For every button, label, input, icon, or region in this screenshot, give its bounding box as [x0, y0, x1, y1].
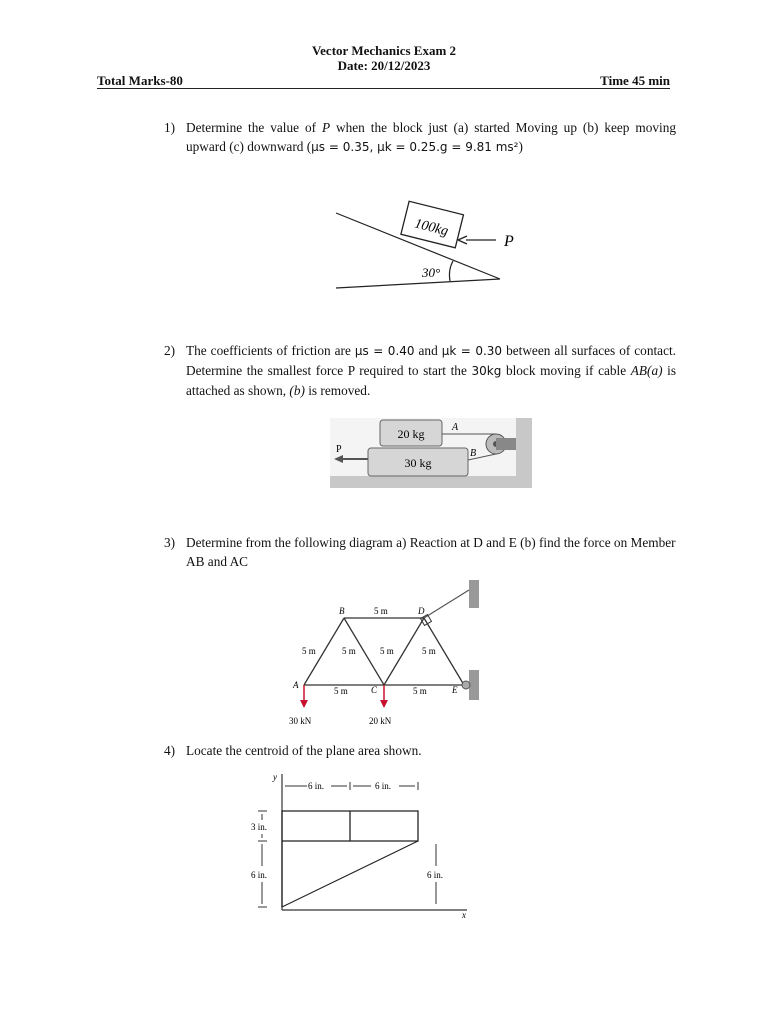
total-marks: Total Marks-80	[97, 73, 183, 88]
svg-text:100kg: 100kg	[412, 216, 450, 240]
question-number: 4)	[164, 743, 176, 758]
svg-text:5 m: 5 m	[380, 646, 394, 656]
block-100kg	[401, 201, 464, 248]
wall	[516, 418, 532, 476]
centroid-figure	[245, 768, 480, 920]
svg-text:3 in.: 3 in.	[251, 822, 268, 832]
exam-time: Time 45 min	[600, 73, 670, 88]
area-top	[282, 811, 418, 907]
question-text: Determine the value of P when the block just (a) started Moving up (b) keep moving upward (c) downward (μs = 0.35, μk = 0.25.g = 9.81 ms²)	[186, 120, 676, 154]
svg-text:20 kg: 20 kg	[397, 427, 425, 441]
svg-text:6 in.: 6 in.	[251, 870, 268, 880]
cable-d	[424, 590, 469, 618]
svg-text:5 m: 5 m	[374, 606, 388, 616]
blocks-figure	[330, 418, 532, 488]
svg-text:6 in.: 6 in.	[375, 781, 392, 791]
wall-d	[469, 580, 479, 608]
question-text: Locate the centroid of the plane area shown.	[186, 743, 422, 758]
angle-label: 30°	[422, 265, 441, 280]
support-e	[462, 681, 470, 689]
svg-text:x: x	[462, 910, 466, 920]
exam-date: Date: 20/12/2023	[337, 58, 431, 73]
svg-text:5 m: 5 m	[342, 646, 356, 656]
load-label-c: 20 kN	[369, 716, 392, 726]
svg-text:y: y	[273, 772, 277, 782]
floor	[330, 476, 532, 488]
svg-text:30 kg: 30 kg	[404, 456, 432, 470]
svg-text:5 m: 5 m	[302, 646, 316, 656]
ground-line	[336, 279, 500, 288]
svg-text:P: P	[336, 444, 342, 455]
svg-text:B: B	[470, 448, 477, 459]
svg-text:5 m: 5 m	[422, 646, 436, 656]
truss-figure	[280, 576, 485, 728]
angle-arc	[449, 261, 453, 281]
svg-text:6 in.: 6 in.	[427, 870, 444, 880]
force-label: P	[504, 233, 514, 250]
header-rule	[97, 88, 670, 89]
question-number: 1)	[164, 120, 176, 135]
svg-text:C: C	[371, 685, 378, 695]
question-number: 3)	[164, 535, 176, 550]
question-number: 2)	[164, 343, 176, 358]
question-text: Determine from the following diagram a) Reaction at D and E (b) find the force on Member AB and AC	[186, 535, 676, 569]
exam-title: Vector Mechanics Exam 2	[311, 43, 457, 58]
svg-text:A: A	[293, 680, 299, 690]
incline-figure	[330, 195, 530, 295]
svg-text:B: B	[339, 606, 345, 616]
dimension-labels	[302, 606, 436, 696]
svg-text:5 m: 5 m	[334, 686, 348, 696]
svg-text:5 m: 5 m	[413, 686, 427, 696]
svg-text:6 in.: 6 in.	[308, 781, 325, 791]
area-diagonal	[282, 841, 418, 907]
load-label-a: 30 kN	[289, 716, 312, 726]
question-text: The coefficients of friction are μs = 0.40 and μk = 0.30 between all surfaces of contact. Determine the smallest force P required to start the 30kg block moving if cable AB(a) is attached as shown, (b) is removed.	[186, 343, 677, 398]
svg-text:A: A	[452, 422, 459, 433]
svg-text:E: E	[452, 685, 458, 695]
svg-text:D: D	[418, 606, 425, 616]
dimension-lines	[258, 782, 436, 907]
